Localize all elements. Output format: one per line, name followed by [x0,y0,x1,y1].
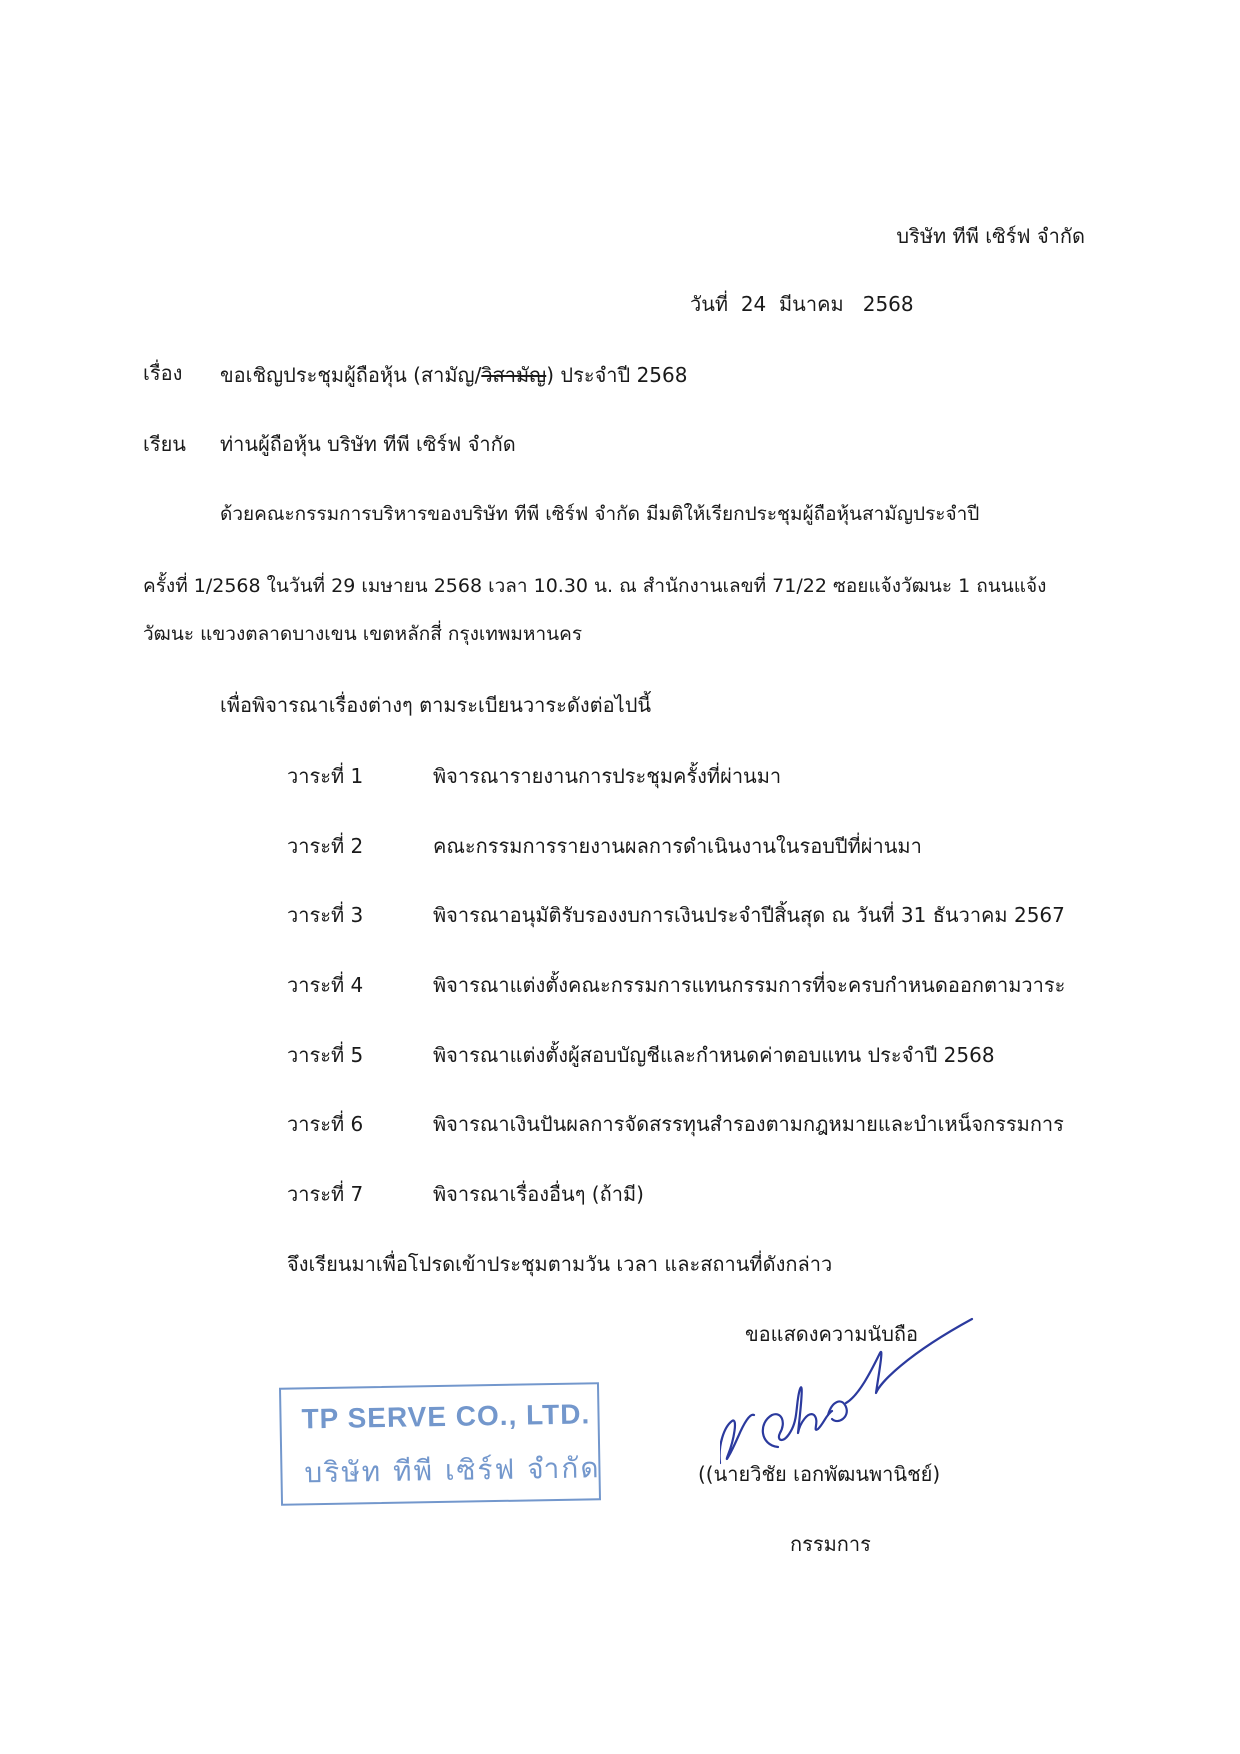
agenda-text: พิจารณาอนุมัติรับรองงบการเงินประจำปีสิ้นสุด ณ วันที่ 31 ธันวาคม 2567 [433,903,1065,927]
signer-name: ((นายวิชัย เอกพัฒนพานิชย์) [698,1462,941,1486]
agenda-text: พิจารณาเงินปันผลการจัดสรรทุนสำรองตามกฎหมายและบำเหน็จกรรมการ [433,1112,1064,1136]
agenda-number: วาระที่ 6 [287,1112,364,1136]
regards-text: ขอแสดงความนับถือ [745,1322,919,1346]
body-line-3: วัฒนะ แขวงตลาดบางเขน เขตหลักสี่ กรุงเทพมหานคร [143,623,583,645]
closing-text: จึงเรียนมาเพื่อโปรดเข้าประชุมตามวัน เวลา และสถานที่ดังกล่าว [287,1252,833,1276]
body-line-2: ครั้งที่ 1/2568 ในวันที่ 29 เมษายน 2568 เวลา 10.30 น. ณ สำนักงานเลขที่ 71/22 ซอยแจ้งวัฒนะ 1 ถนนแจ้ง [143,575,1047,597]
agenda-number: วาระที่ 2 [287,834,364,858]
agenda-intro: เพื่อพิจารณาเรื่องต่างๆ ตามระเบียนวาระดังต่อไปนี้ [220,693,652,717]
recipient-label: เรียน [143,432,186,456]
stamp-thai-text: บริษัท ทีพี เซิร์ฟ จำกัด [304,1451,601,1490]
struck-word: วิสามัญ [481,363,547,387]
agenda-number: วาระที่ 4 [287,973,364,997]
signature-image [720,1305,1020,1485]
agenda-number: วาระที่ 7 [287,1182,364,1206]
body-line-1: ด้วยคณะกรรมการบริหารของบริษัท ทีพี เซิร์ฟ จำกัด มีมติให้เรียกประชุมผู้ถือหุ้นสามัญประจำปี [220,503,980,525]
agenda-number: วาระที่ 3 [287,903,364,927]
company-stamp [279,1382,601,1506]
company-header: บริษัท ทีพี เซิร์ฟ จำกัด [896,224,1085,248]
agenda-text: พิจารณารายงานการประชุมครั้งที่ผ่านมา [433,764,782,788]
signer-title: กรรมการ [790,1532,871,1556]
agenda-number: วาระที่ 1 [287,764,364,788]
agenda-text: พิจารณาแต่งตั้งผู้สอบบัญชีและกำหนดค่าตอบแทน ประจำปี 2568 [433,1043,995,1067]
date-day: 24 [740,292,767,316]
date-label: วันที่ [690,292,729,316]
stamp-english-text: TP SERVE CO., LTD. [301,1398,591,1435]
agenda-text: พิจารณาเรื่องอื่นๆ (ถ้ามี) [433,1182,644,1206]
recipient-text: ท่านผู้ถือหุ้น บริษัท ทีพี เซิร์ฟ จำกัด [220,432,516,456]
date-line [690,290,914,318]
subject-text: ขอเชิญประชุมผู้ถือหุ้น (สามัญ/วิสามัญ) ประจำปี 2568 [220,363,688,387]
date-year: 2568 [862,292,914,316]
agenda-text: คณะกรรมการรายงานผลการดำเนินงานในรอบปีที่ผ่านมา [433,834,922,858]
agenda-number: วาระที่ 5 [287,1043,364,1067]
date-month: มีนาคม [778,292,844,316]
subject-label: เรื่อง [143,361,183,385]
agenda-text: พิจารณาแต่งตั้งคณะกรรมการแทนกรรมการที่จะครบกำหนดออกตามวาระ [433,973,1066,997]
